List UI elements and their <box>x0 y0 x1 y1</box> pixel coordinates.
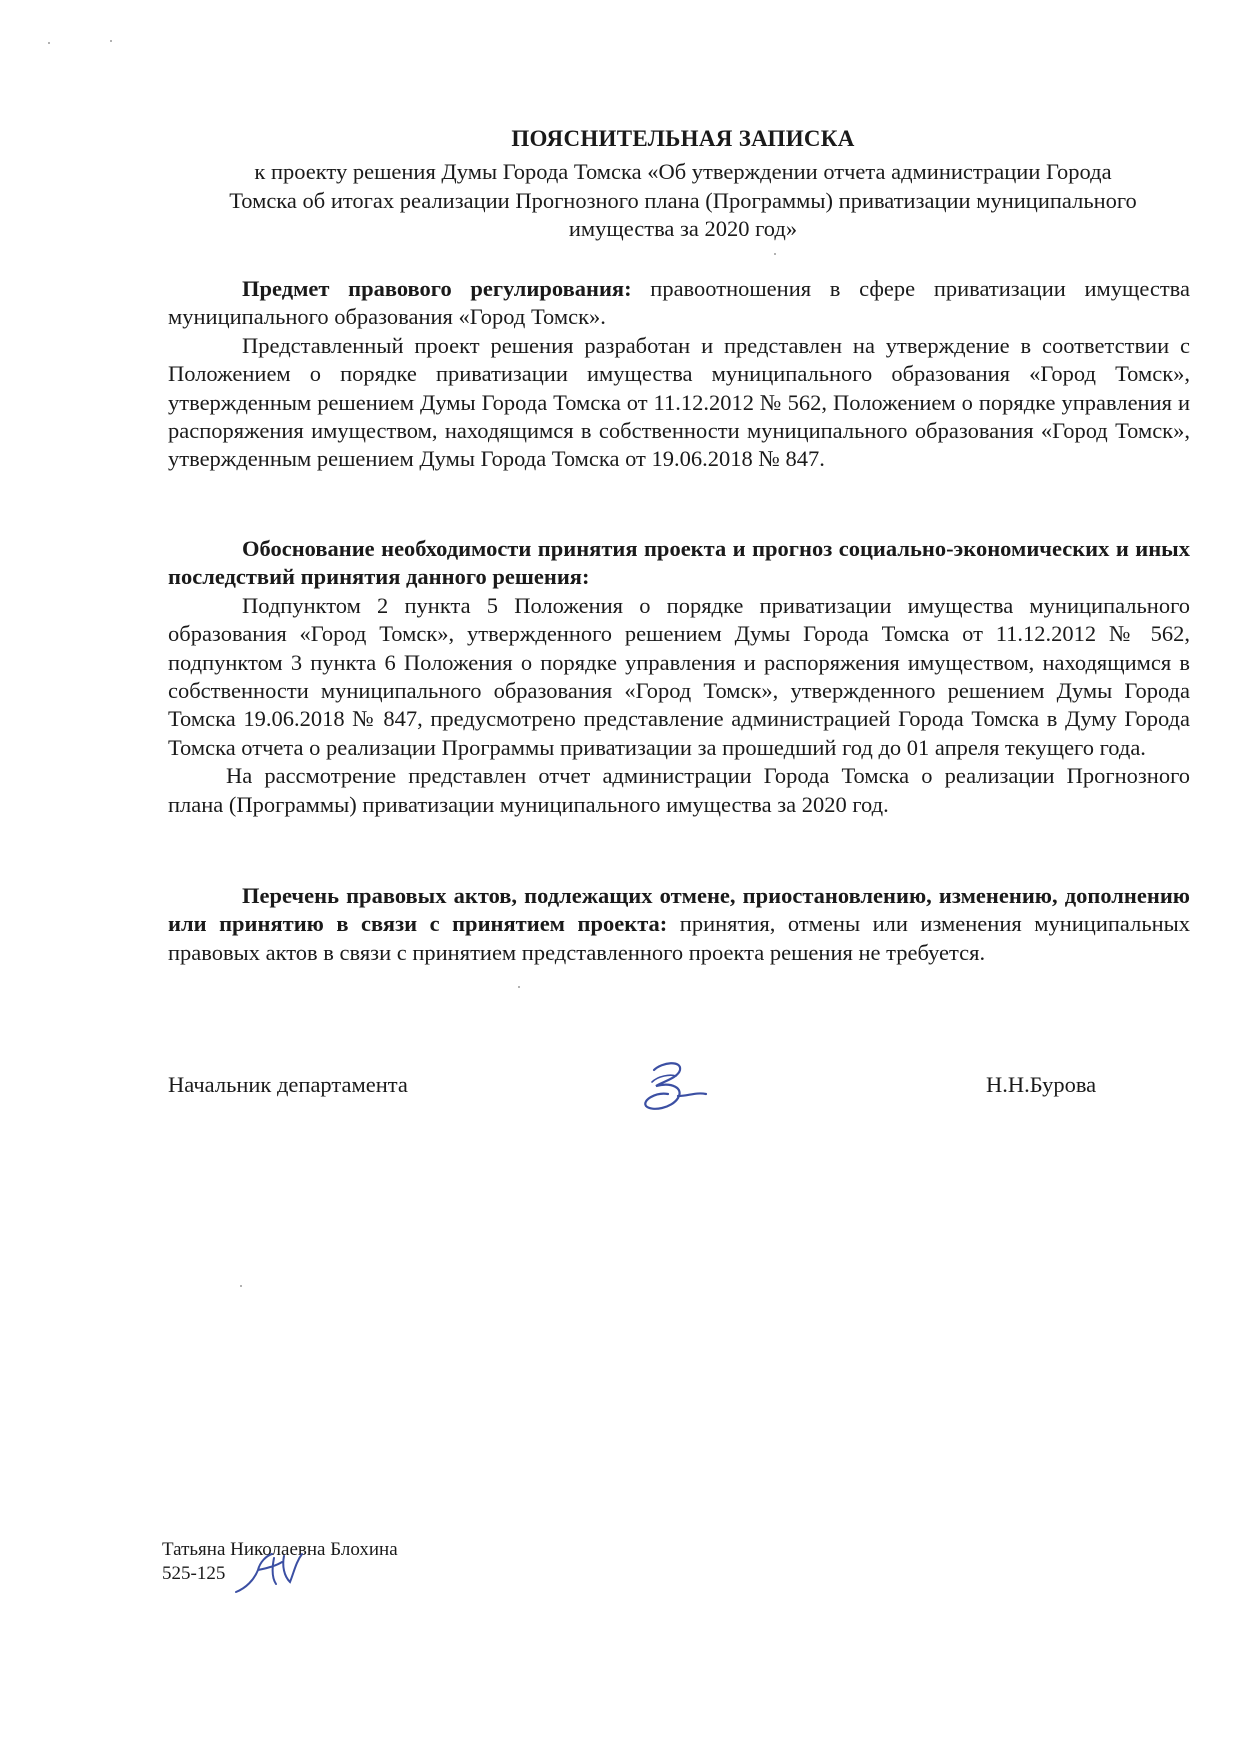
handwritten-signature <box>632 1052 722 1132</box>
section-justification <box>168 535 1190 819</box>
section-heading: Перечень правовых актов, подлежащих отмене, приостановлению, изменению, дополнению или принятию в связи с принятием проекта: <box>168 883 1190 937</box>
executor-initials-signature <box>232 1548 312 1598</box>
subtitle-line: к проекту решения Думы Города Томска «Об утверждении отчета администрации Города <box>254 159 1112 184</box>
document-subtitle <box>150 158 1216 244</box>
section-heading-rest: правоотношения в сфере приватизации имущества муниципального образования «Город Томск». <box>168 276 1190 330</box>
section-legal-acts <box>168 882 1190 967</box>
section-paragraph: Представленный проект решения разработан и представлен на утверждение в соответствии с Положением о порядке приватизации имущества муниципального образования «Город Томск», утвержденным решением Думы Города Томска от 11.12.2012 № 562, Положением о порядке управления и распоряжения имуществом, находящимся в собственности муниципального образования «Город Томск», утвержденным решением Думы Города Томска от 19.06.2018 № 847. <box>168 332 1190 472</box>
section-paragraph <box>168 882 1190 967</box>
section-subject-of-regulation <box>168 275 1190 474</box>
subtitle-line: Томска об итогах реализации Прогнозного плана (Программы) приватизации муниципального <box>229 187 1137 213</box>
signatory-position: Начальник департамента <box>168 1072 408 1097</box>
subtitle-line: имущества за 2020 год» <box>568 216 798 241</box>
scan-speck <box>110 40 112 42</box>
scan-speck <box>774 253 776 255</box>
section-paragraph: На рассмотрение представлен отчет администрации Города Томска о реализации Прогнозного плана (Программы) приватизации муниципального имущества за 2020 год. <box>168 763 1190 817</box>
document-title: ПОЯСНИТЕЛЬНАЯ ЗАПИСКА <box>511 126 855 151</box>
scan-speck <box>48 42 50 44</box>
section-heading: Предмет правового регулирования: <box>242 276 632 301</box>
scan-speck <box>518 986 520 988</box>
section-heading-rest: принятия, отмены или изменения муниципальных правовых актов в связи с принятием представленного проекта решения не требуется. <box>168 911 1190 965</box>
section-heading-paragraph <box>168 535 1190 592</box>
section-heading: Обоснование необходимости принятия проекта и прогноз социально-экономических и иных последствий принятия данного решения: <box>168 536 1190 590</box>
scan-speck <box>240 1285 242 1287</box>
section-paragraph <box>168 275 1190 332</box>
signatory-name: Н.Н.Бурова <box>986 1072 1097 1097</box>
executor-name: Татьяна Николаевна Блохина <box>162 1539 398 1560</box>
executor-phone: 525-125 <box>162 1563 226 1584</box>
section-paragraph: Подпунктом 2 пункта 5 Положения о порядке приватизации имущества муниципального образования «Город Томск», утвержденного решением Думы Города Томска от 11.12.2012 № 562, подпунктом 3 пункта 6 Положения о порядке управления и распоряжения имуществом, находящимся в собственности муниципального образования «Город Томск», утвержденного решением Думы Города Томска 19.06.2018 № 847, предусмотрено представление администрацией Города Томска в Думу Города Томска отчета о реализации Программы приватизации за прошедший год до 01 апреля текущего года. <box>168 592 1190 760</box>
